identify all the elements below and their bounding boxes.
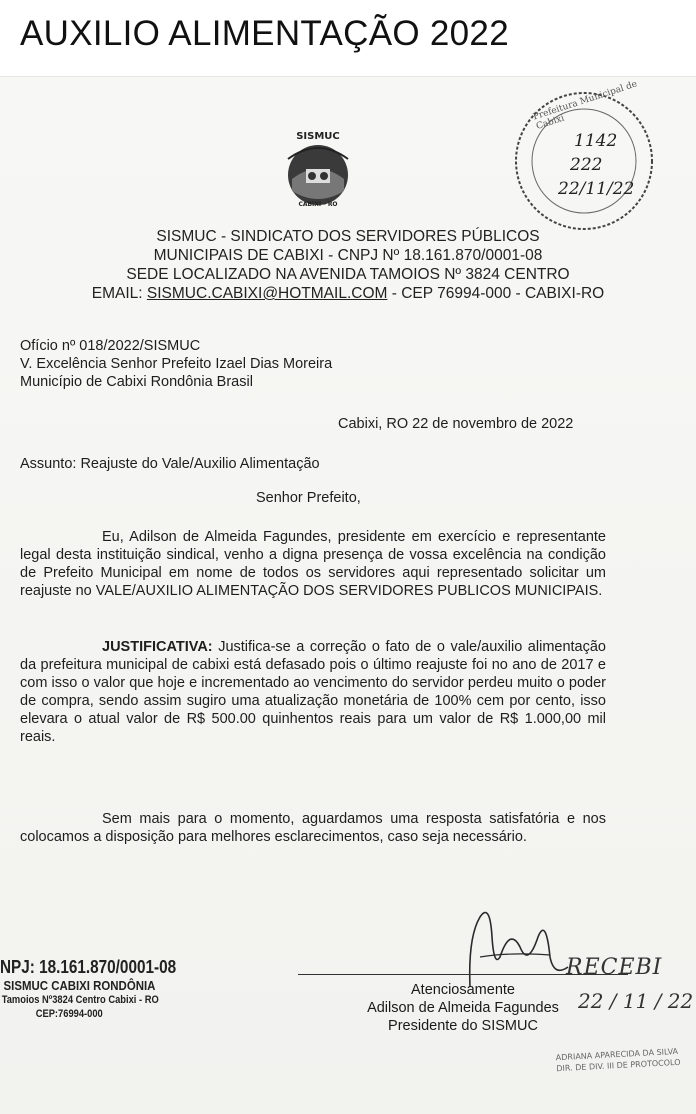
- stamp-header: Prefeitura Municipal de Cabixi: [531, 79, 639, 132]
- subject: Assunto: Reajuste do Vale/Auxilio Alimentação: [20, 456, 320, 472]
- logo-top-text: SISMUC: [296, 131, 340, 142]
- signature-name: Adilson de Almeida Fagundes: [367, 1000, 559, 1016]
- letterhead: [0, 227, 696, 303]
- receipt-stamp: [556, 1046, 681, 1074]
- stamp-line2: 222: [570, 155, 603, 175]
- cnpj-stamp-line1: NPJ: 18.161.870/0001-08: [0, 957, 177, 977]
- oficio-number: Ofício nº 018/2022/SISMUC: [20, 338, 201, 354]
- justification-label: JUSTIFICATIVA:: [102, 639, 213, 655]
- salutation: Senhor Prefeito,: [256, 490, 361, 506]
- letterhead-line2: MUNICIPAIS DE CABIXI - CNPJ Nº 18.161.870/0001-08: [153, 247, 543, 264]
- cnpj-stamp-line4: CEP:76994-000: [35, 1008, 103, 1020]
- banner-title: AUXILIO ALIMENTAÇÃO 2022: [20, 14, 509, 53]
- email-suffix: - CEP 76994-000 - CABIXI-RO: [387, 285, 605, 302]
- closing-paragraph: Sem mais para o momento, aguardamos uma resposta satisfatória e nos colocamos a disposição para melhores esclarecimentos, caso seja necessário.: [20, 811, 606, 845]
- stamp-line3: 22/11/22: [558, 179, 635, 199]
- sismuc-logo: [276, 129, 360, 213]
- receipt-date: 22 / 11 / 22: [578, 989, 694, 1013]
- signature-closing: Atenciosamente: [411, 982, 515, 998]
- email-link[interactable]: SISMUC.CABIXI@HOTMAIL.COM: [146, 285, 388, 302]
- receipt-label: RECEBI: [566, 955, 663, 980]
- justification-text: Justifica-se a correção o fato de o vale/auxilio alimentação da prefeitura municipal de cabixi está defasado pois o último reajuste foi no ano de 2017 e com isso o valor que hoje e incrementado ao vencimento do servidor perdeu muito o poder de compra, sendo assim sugiro uma atualização monetária de 100% cem por cento, isso elevara o atual valor de R$ 500.00 quinhentos reais para um valor de R$ 1.000,00 mil reais.: [20, 639, 606, 745]
- protocol-stamp: [510, 79, 658, 235]
- date-line: Cabixi, RO 22 de novembro de 2022: [338, 416, 574, 432]
- banner: [0, 0, 696, 77]
- body-paragraph-1: Eu, Adilson de Almeida Fagundes, presidente em exercício e representante legal desta instituição sindical, venho a digna presença de vossa excelência na condição de Prefeito Municipal em nome de todos os servidores aqui representado solicitar um reajuste no VALE/AUXILIO ALIMENTAÇÃO DOS SERVIDORES PUBLICOS MUNICIPAIS.: [20, 529, 606, 599]
- stamp-line1: 1142: [574, 131, 618, 151]
- receipt-stamp-line2: DIR. DE DIV. III DE PROTOCOLO: [556, 1057, 681, 1074]
- addressee-block: [20, 337, 332, 391]
- letterhead-line3: SEDE LOCALIZADO NA AVENIDA TAMOIOS Nº 3824 CENTRO: [126, 266, 570, 283]
- scanned-document: [0, 77, 696, 1114]
- letterhead-line1: SISMUC - SINDICATO DOS SERVIDORES PÚBLICOS: [156, 228, 540, 245]
- signature-title: Presidente do SISMUC: [388, 1018, 538, 1034]
- receipt-stamp-line1: ADRIANA APARECIDA DA SILVA: [555, 1046, 679, 1063]
- letterhead-line4: [0, 284, 696, 303]
- email-label: EMAIL:: [91, 285, 147, 302]
- cnpj-stamp-line2: SISMUC CABIXI RONDÔNIA: [3, 978, 156, 993]
- justification-paragraph: [20, 638, 606, 746]
- municipality: Município de Cabixi Rondônia Brasil: [20, 374, 253, 390]
- recipient: V. Excelência Senhor Prefeito Izael Dias Moreira: [20, 356, 333, 372]
- cnpj-stamp-line3: Tamoios Nº3824 Centro Cabixi - RO: [1, 994, 159, 1006]
- logo-bottom-text: CABIXI - RO: [298, 201, 338, 208]
- cnpj-stamp: [0, 957, 207, 1021]
